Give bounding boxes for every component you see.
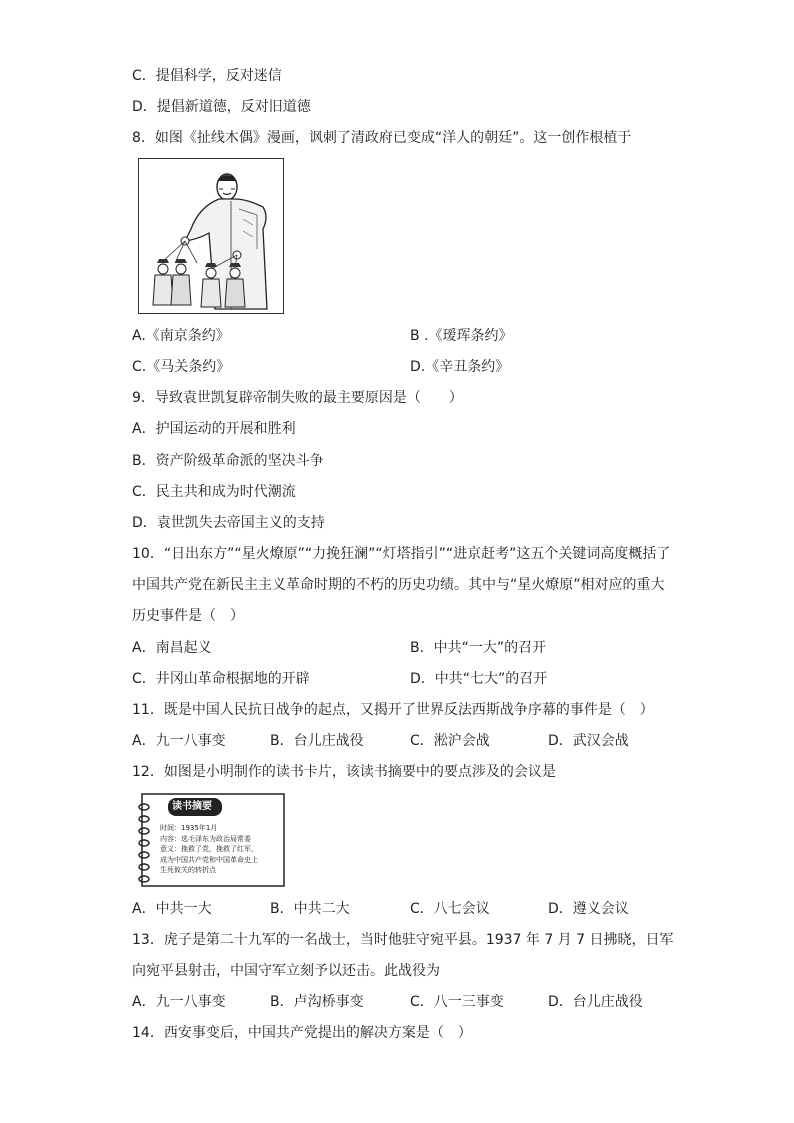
q8-option-c: C.《马关条约》 [132,359,231,375]
q11-stem: 11．既是中国人民抗日战争的起点，又揭开了世界反法西斯战争序幕的事件是（ ） [132,702,654,718]
q9-option-c: C．民主共和成为时代潮流 [132,484,296,500]
q10-stem-line-3: 历史事件是（ ） [132,608,244,624]
q12-stem: 12．如图是小明制作的读书卡片，该读书摘要中的要点涉及的会议是 [132,764,556,780]
reading-card-text [160,823,258,876]
reading-card-line: 成为中国共产党和中国革命史上 [160,855,258,864]
q7-option-d: D．提倡新道德，反对旧道德 [132,99,311,115]
puppet-cartoon-image [138,158,284,314]
q7-option-c: C．提倡科学，反对迷信 [132,68,282,84]
q13-option-c: C．八一三事变 [410,994,504,1010]
q8-option-b: B .《瑷珲条约》 [410,328,513,344]
reading-card-line: 时间：1935年1月 [160,824,218,832]
reading-card-line: 意义：挽救了党，挽救了红军， [160,845,258,853]
q8-stem: 8．如图《扯线木偶》漫画，讽刺了清政府已变成“洋人的朝廷”。这一创作根植于 [132,130,632,146]
q12-option-a: A．中共一大 [132,901,212,917]
q9-option-d: D．袁世凯失去帝国主义的支持 [132,515,325,531]
q9-option-b: B．资产阶级革命派的坚决斗争 [132,453,324,469]
reading-card-image [136,793,286,887]
q10-stem-line-2: 中国共产党在新民主主义革命时期的不朽的历史功绩。其中与“星火燎原”相对应的重大 [132,577,665,593]
q9-stem: 9．导致袁世凯复辟帝制失败的最主要原因是（ ） [132,390,463,406]
reading-card-title: 读书摘要 [172,801,212,812]
q11-option-c: C．淞沪会战 [410,733,490,749]
q11-option-b: B．台儿庄战役 [270,733,364,749]
q13-stem-line-1: 13．虎子是第二十九军的一名战士，当时他驻守宛平县。1937 年 7 月 7 日拂晓，日军 [132,932,674,948]
puppet-cartoon-drawing [139,159,283,313]
q9-option-a: A．护国运动的开展和胜利 [132,421,296,437]
q12-option-d: D．遵义会议 [548,901,629,917]
q8-option-a: A.《南京条约》 [132,328,230,344]
q13-option-d: D．台儿庄战役 [548,994,643,1010]
q11-option-d: D．武汉会战 [548,733,629,749]
reading-card-line: 生死攸关的转折点 [160,866,216,874]
q14-stem: 14．西安事变后，中国共产党提出的解决方案是（ ） [132,1025,472,1041]
q11-option-a: A．九一八事变 [132,733,226,749]
q12-option-c: C．八七会议 [410,901,490,917]
q10-option-c: C．井冈山革命根据地的开辟 [132,671,310,687]
q8-option-d: D.《辛丑条约》 [410,359,510,375]
q13-stem-line-2: 向宛平县射击，中国守军立刻予以还击。此战役为 [132,963,440,979]
q10-option-d: D．中共“七大”的召开 [410,671,548,687]
q10-stem-line-1: 10．“日出东方”“星火燎原”“力挽狂澜”“灯塔指引”“进京赶考”这五个关键词高度概括了 [132,546,671,562]
q12-option-b: B．中共二大 [270,901,350,917]
q10-option-b: B．中共“一大”的召开 [410,640,547,656]
q13-option-b: B．卢沟桥事变 [270,994,364,1010]
q10-option-a: A．南昌起义 [132,640,212,656]
q13-option-a: A．九一八事变 [132,994,226,1010]
reading-card-line: 内容：选毛泽东为政治局常委 [160,834,251,843]
